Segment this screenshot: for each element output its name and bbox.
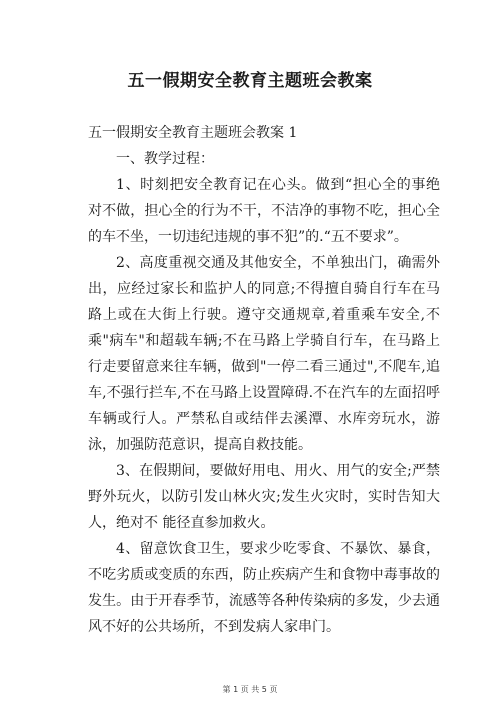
section-heading: 一、教学过程：	[116, 151, 214, 167]
paragraph-1: 1、时刻把安全教育记在心头。做到“担心全的事绝对不做，担心全的行为不干，不洁净的事物不吃，担心全的车不坐，一切违纪违规的事不犯”的.“五不要求”。	[88, 177, 440, 245]
lesson-plan-subtitle: 五一假期安全教育主题班会教案 1	[88, 125, 298, 141]
page-number-footer: 第 1 页 共 5 页	[222, 685, 278, 694]
document-body	[88, 120, 440, 640]
document-title: 五一假期安全教育主题班会教案	[127, 71, 373, 91]
paragraph-3: 3、在假期间，要做好用电、用火、用气的安全;严禁野外玩火，以防引发山林火灾;发生火灾时，实时告知大人，绝对不 能径直参加救火。	[88, 463, 440, 531]
paragraph-4: 4、留意饮食卫生，要求少吃零食、不暴饮、暴食，不吃劣质或变质的东西，防止疾病产生和食物中毒事故的发生。由于开春季节，流感等各种传染病的多发，少去通风不好的公共场所，不到发病人家串门。	[88, 541, 440, 635]
paragraph-2: 2、高度重视交通及其他安全，不单独出门，确需外出，应经过家长和监护人的同意;不得擅自骑自行车在马路上或在大街上行驶。遵守交通规章,着重乘车安全,不乘"病车"和超载车辆;不在马路上学骑自行车，在马路上行走要留意来往车辆，做到"一停二看三通过",不爬车,追车,不强行拦车,不在马路上设置障碍.不在汽车的左面招呼车辆或行人。严禁私自或结伴去溪潭、水库旁玩水，游泳，加强防范意识，提高自救技能。	[88, 255, 440, 453]
